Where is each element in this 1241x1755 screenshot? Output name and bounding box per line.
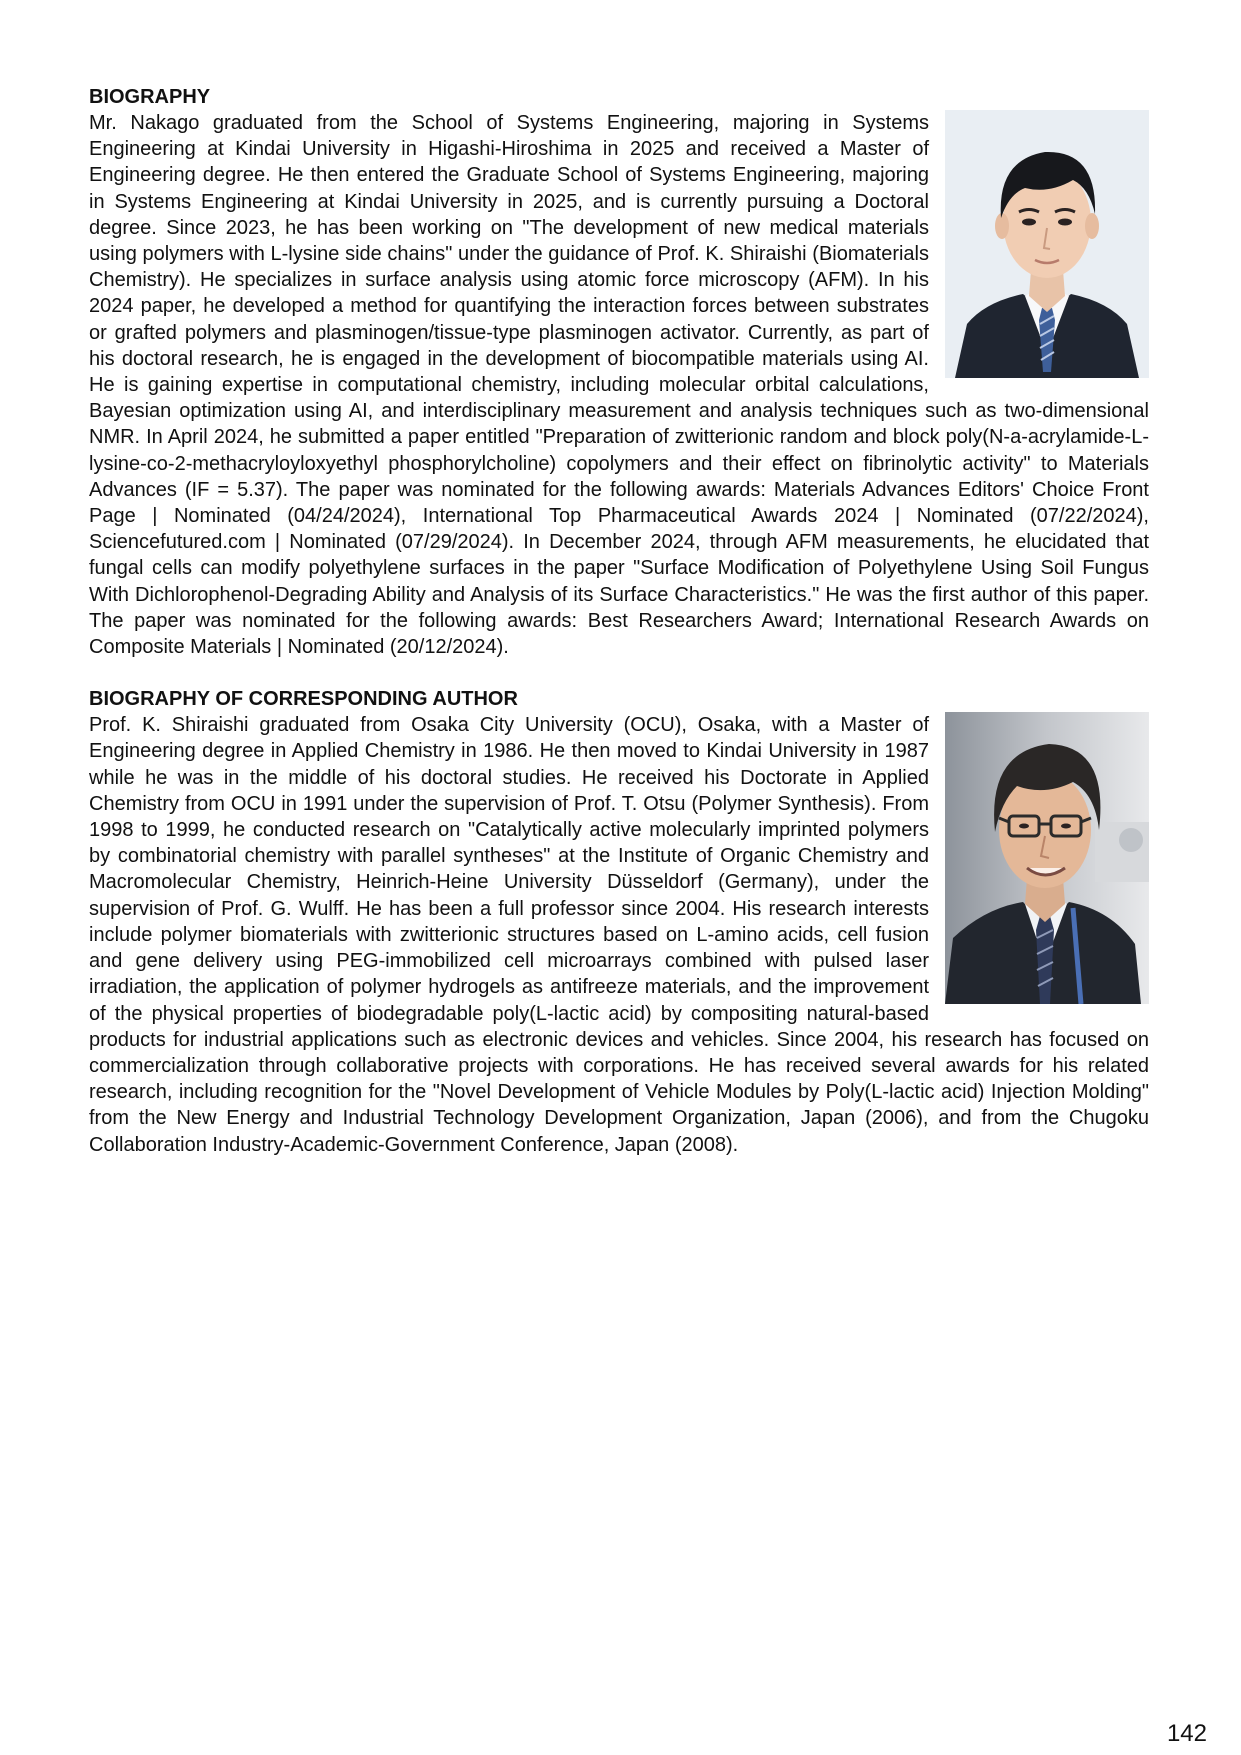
biography-heading: BIOGRAPHY xyxy=(89,86,211,108)
corresponding-author-text: Prof. K. Shiraishi graduated from Osaka City University (OCU), Osaka, with a Master of Engineering degree in Applied Chemistry in 1986. He then moved to Kindai University in 1987 while he was in the middle of his doctoral studies. He received his Doctorate in Applied Chemistry from OCU in 1991 under the supervision of Prof. T. Otsu (Polymer Synthesis). From 1998 to 1999, he conducted research on "Catalytically active molecularly imprinted polymers by combinatorial chemistry with parallel syntheses" at the Institute of Organic Chemistry and Macromolecular Chemistry, Heinrich-Heine University Düsseldorf (Germany), under the supervision of Prof. G. Wulff. He has been a full professor since 2004. His research interests include polymer biomaterials with zwitterionic structures based on L-amino acids, cell fusion and gene delivery using PEG-immobilized cell microarrays combined with pulsed laser irradiation, the application of polymer hydrogels as antifreeze materials, and the improvement of the physical properties of biodegradable poly(L-lactic acid) by compositing natural-based products for industrial applications such as electronic devices and vehicles. Since 2004, his research has focused on commercialization through collaborative projects with corporations. He has received several awards for his related research, including recognition for the "Novel Development of Vehicle Modules by Poly(L-lactic acid) Injection Molding" from the New Energy and Industrial Technology Development Organization, Japan (2006), and from the Chugoku Collaboration Industry-Academic-Government Conference, Japan (2008). xyxy=(89,714,1149,1156)
biography-section xyxy=(89,84,1149,660)
nakago-portrait-photo xyxy=(945,110,1149,378)
portrait-1-illustration xyxy=(945,110,1149,378)
portrait-2-illustration xyxy=(945,712,1149,1004)
page-content xyxy=(89,84,1149,1158)
biography-text: Mr. Nakago graduated from the School of Systems Engineering, majoring in Systems Engineering at Kindai University in Higashi-Hiroshima in 2025 and received a Master of Engineering degree. He then entered the Graduate School of Systems Engineering, majoring in Systems Engineering at Kindai University in 2025, and is currently pursuing a Doctoral degree. Since 2023, he has been working on "The development of new medical materials using polymers with L-lysine side chains" under the guidance of Prof. K. Shiraishi (Biomaterials Chemistry). He specializes in surface analysis using atomic force microscopy (AFM). In his 2024 paper, he developed a method for quantifying the interaction forces between substrates or grafted polymers and plasminogen/tissue-type plasminogen activator. Currently, as part of his doctoral research, he is engaged in the development of biocompatible materials using AI. He is gaining expertise in computational chemistry, including molecular orbital calculations, Bayesian optimization using AI, and interdisciplinary measurement and analysis techniques such as two-dimensional NMR. In April 2024, he submitted a paper entitled "Preparation of zwitterionic random and block poly(N-a-acrylamide-L-lysine-co-2-methacryloyloxyethyl phosphorylcholine) copolymers and their effect on fibrinolytic activity" to Materials Advances (IF = 5.37). The paper was nominated for the following awards: Materials Advances Editors' Choice Front Page | Nominated (04/24/2024), International Top Pharmaceutical Awards 2024 | Nominated (07/22/2024), Sciencefutured.com | Nominated (07/29/2024). In December 2024, through AFM measurements, he elucidated that fungal cells can modify polyethylene surfaces in the paper "Surface Modification of Polyethylene Using Soil Fungus With Dichlorophenol-Degrading Ability and Analysis of its Surface Characteristics." He was the first author of this paper. The paper was nominated for the following awards: Best Researchers Award; International Research Awards on Composite Materials | Nominated (20/12/2024). xyxy=(89,112,1149,659)
shiraishi-portrait-photo xyxy=(945,712,1149,1004)
corresponding-author-heading: BIOGRAPHY OF CORRESPONDING AUTHOR xyxy=(89,688,518,711)
page-number: 142 xyxy=(1166,1720,1207,1747)
corresponding-author-section xyxy=(89,686,1149,1157)
